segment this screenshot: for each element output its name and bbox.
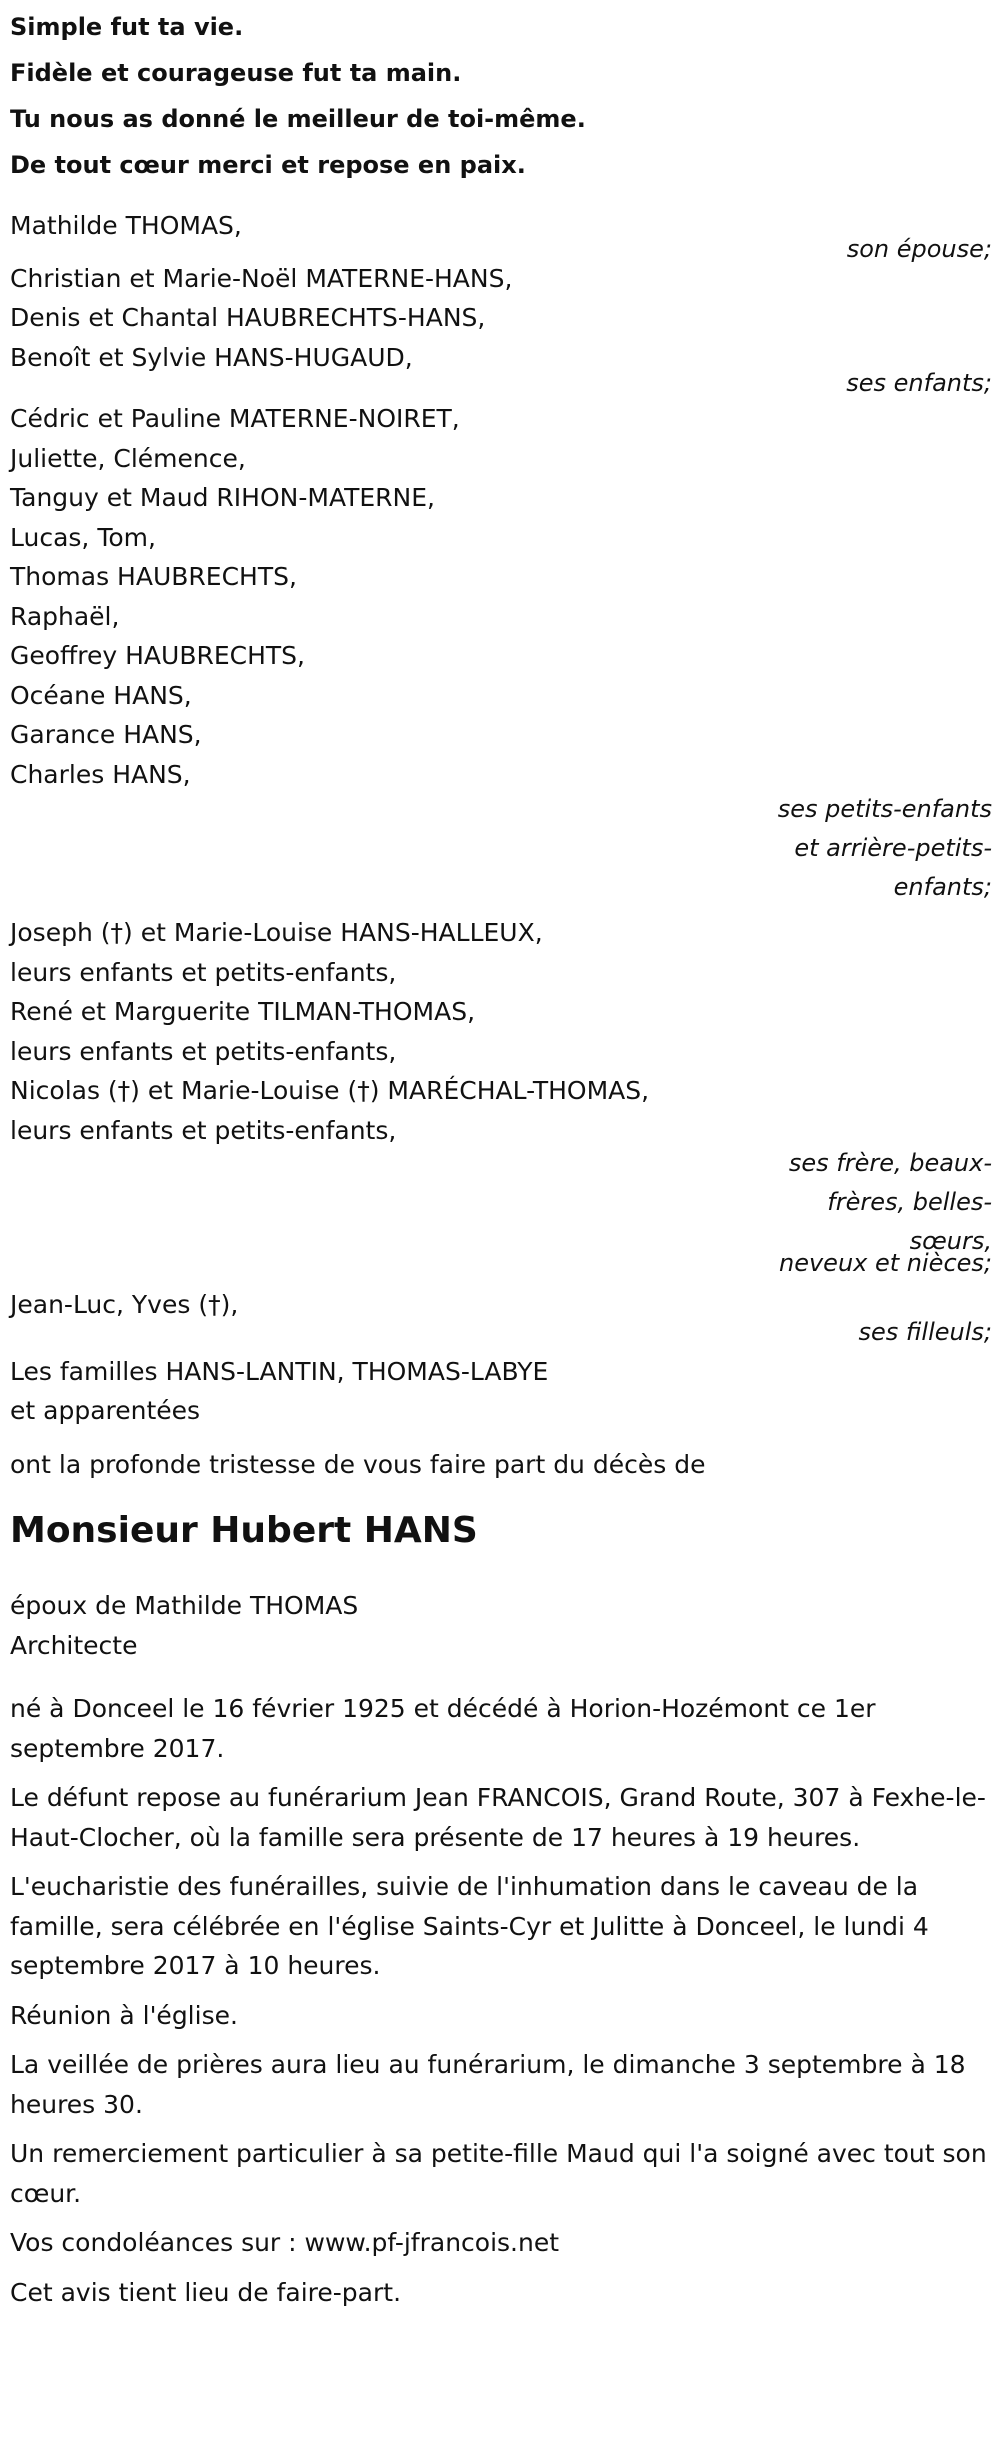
family-name-line: leurs enfants et petits-enfants, bbox=[10, 1036, 397, 1066]
role-line: et arrière-petits- bbox=[794, 834, 992, 862]
family-name-line: Denis et Chantal HAUBRECHTS-HANS, bbox=[10, 303, 486, 332]
poem-line: Simple fut ta vie. bbox=[10, 13, 244, 41]
poem-line: Tu nous as donné le meilleur de toi-même. bbox=[10, 105, 586, 133]
group-grandchildren bbox=[10, 399, 992, 907]
profession: Architecte bbox=[10, 1630, 138, 1660]
announcement-text: ont la profonde tristesse de vous faire part du décès de bbox=[10, 1449, 706, 1479]
group-children bbox=[10, 259, 992, 404]
family-name-line: Cédric et Pauline MATERNE-NOIRET, bbox=[10, 404, 460, 433]
role-label: ses filleuls; bbox=[858, 1317, 992, 1346]
family-name-line: Lucas, Tom, bbox=[10, 522, 156, 552]
role-label bbox=[762, 790, 992, 907]
family-name-line: Garance HANS, bbox=[10, 720, 202, 749]
family-name-line: Raphaël, bbox=[10, 601, 120, 631]
family-name-line: leurs enfants et petits-enfants, bbox=[10, 1115, 397, 1145]
family-name-line: Juliette, Clémence, bbox=[10, 443, 246, 473]
paragraph-meeting: Réunion à l'église. bbox=[10, 2000, 238, 2030]
group-families bbox=[10, 1352, 992, 1431]
family-name-line: Les familles HANS-LANTIN, THOMAS-LABYE bbox=[10, 1356, 549, 1386]
poem-line: De tout cœur merci et repose en paix. bbox=[10, 151, 526, 179]
role-label-extra: neveux et nièces; bbox=[779, 1249, 992, 1277]
family-name-line: Benoît et Sylvie HANS-HUGAUD, bbox=[10, 342, 413, 372]
family-name-line: Thomas HAUBRECHTS, bbox=[10, 562, 297, 591]
family-name-line: René et Marguerite TILMAN-THOMAS, bbox=[10, 997, 476, 1026]
role-label: son épouse; bbox=[846, 234, 992, 263]
role-label: ses enfants; bbox=[846, 369, 992, 397]
family-name-line: Christian et Marie-Noël MATERNE-HANS, bbox=[10, 263, 513, 293]
family-name-line: et apparentées bbox=[10, 1396, 201, 1425]
deceased-name: Monsieur Hubert HANS bbox=[10, 1510, 478, 1551]
paragraph-funeral-mass: L'eucharistie des funérailles, suivie de l'inhumation dans le caveau de la famille, sera célébrée en l'église Saints-Cyr et Julitte à Donceel, le lundi 4 septembre 2017 à 10 heures. bbox=[10, 1872, 929, 1980]
spouse-line: époux de Mathilde THOMAS bbox=[10, 1591, 359, 1620]
role-line: ses petits-enfants bbox=[777, 795, 992, 823]
family-name-line: Océane HANS, bbox=[10, 680, 192, 710]
role-line: frères, belles- bbox=[827, 1188, 992, 1216]
paragraph-birth-death: né à Donceel le 16 février 1925 et décédé à Horion-Hozémont ce 1er septembre 2017. bbox=[10, 1694, 876, 1763]
paragraph-thanks: Un remerciement particulier à sa petite-fille Maud qui l'a soigné avec tout son cœur. bbox=[10, 2139, 987, 2208]
family-name-line: leurs enfants et petits-enfants, bbox=[10, 957, 397, 987]
role-line: sœurs, bbox=[909, 1227, 992, 1255]
family-name-line: Joseph (†) et Marie-Louise HANS-HALLEUX, bbox=[10, 918, 543, 947]
poem-line: Fidèle et courageuse fut ta main. bbox=[10, 59, 462, 87]
family-name-line: Tanguy et Maud RIHON-MATERNE, bbox=[10, 483, 435, 512]
obituary-notice bbox=[10, 4, 992, 2322]
group-godchildren bbox=[10, 1285, 992, 1352]
group-siblings bbox=[10, 913, 992, 1283]
paragraph-vigil: La veillée de prières aura lieu au funérarium, le dimanche 3 septembre à 18 heures 30. bbox=[10, 2050, 966, 2119]
family-name-line: Charles HANS, bbox=[10, 759, 191, 789]
poem bbox=[10, 4, 992, 188]
role-line: ses frère, beaux- bbox=[788, 1149, 992, 1177]
family-name-line: Geoffrey HAUBRECHTS, bbox=[10, 641, 305, 670]
paragraph-funerarium: Le défunt repose au funérarium Jean FRANCOIS, Grand Route, 307 à Fexhe-le-Haut-Clocher, où la famille sera présente de 17 heures à 19 heures. bbox=[10, 1783, 986, 1852]
family-name-line: Nicolas (†) et Marie-Louise (†) MARÉCHAL-THOMAS, bbox=[10, 1076, 650, 1105]
family-name-line: Jean-Luc, Yves (†), bbox=[10, 1290, 239, 1319]
paragraph-condolences: Vos condoléances sur : www.pf-jfrancois.net bbox=[10, 2228, 560, 2257]
role-line: enfants; bbox=[893, 873, 992, 901]
paragraph-closing: Cet avis tient lieu de faire-part. bbox=[10, 2277, 402, 2307]
family-name-line: Mathilde THOMAS, bbox=[10, 211, 242, 240]
